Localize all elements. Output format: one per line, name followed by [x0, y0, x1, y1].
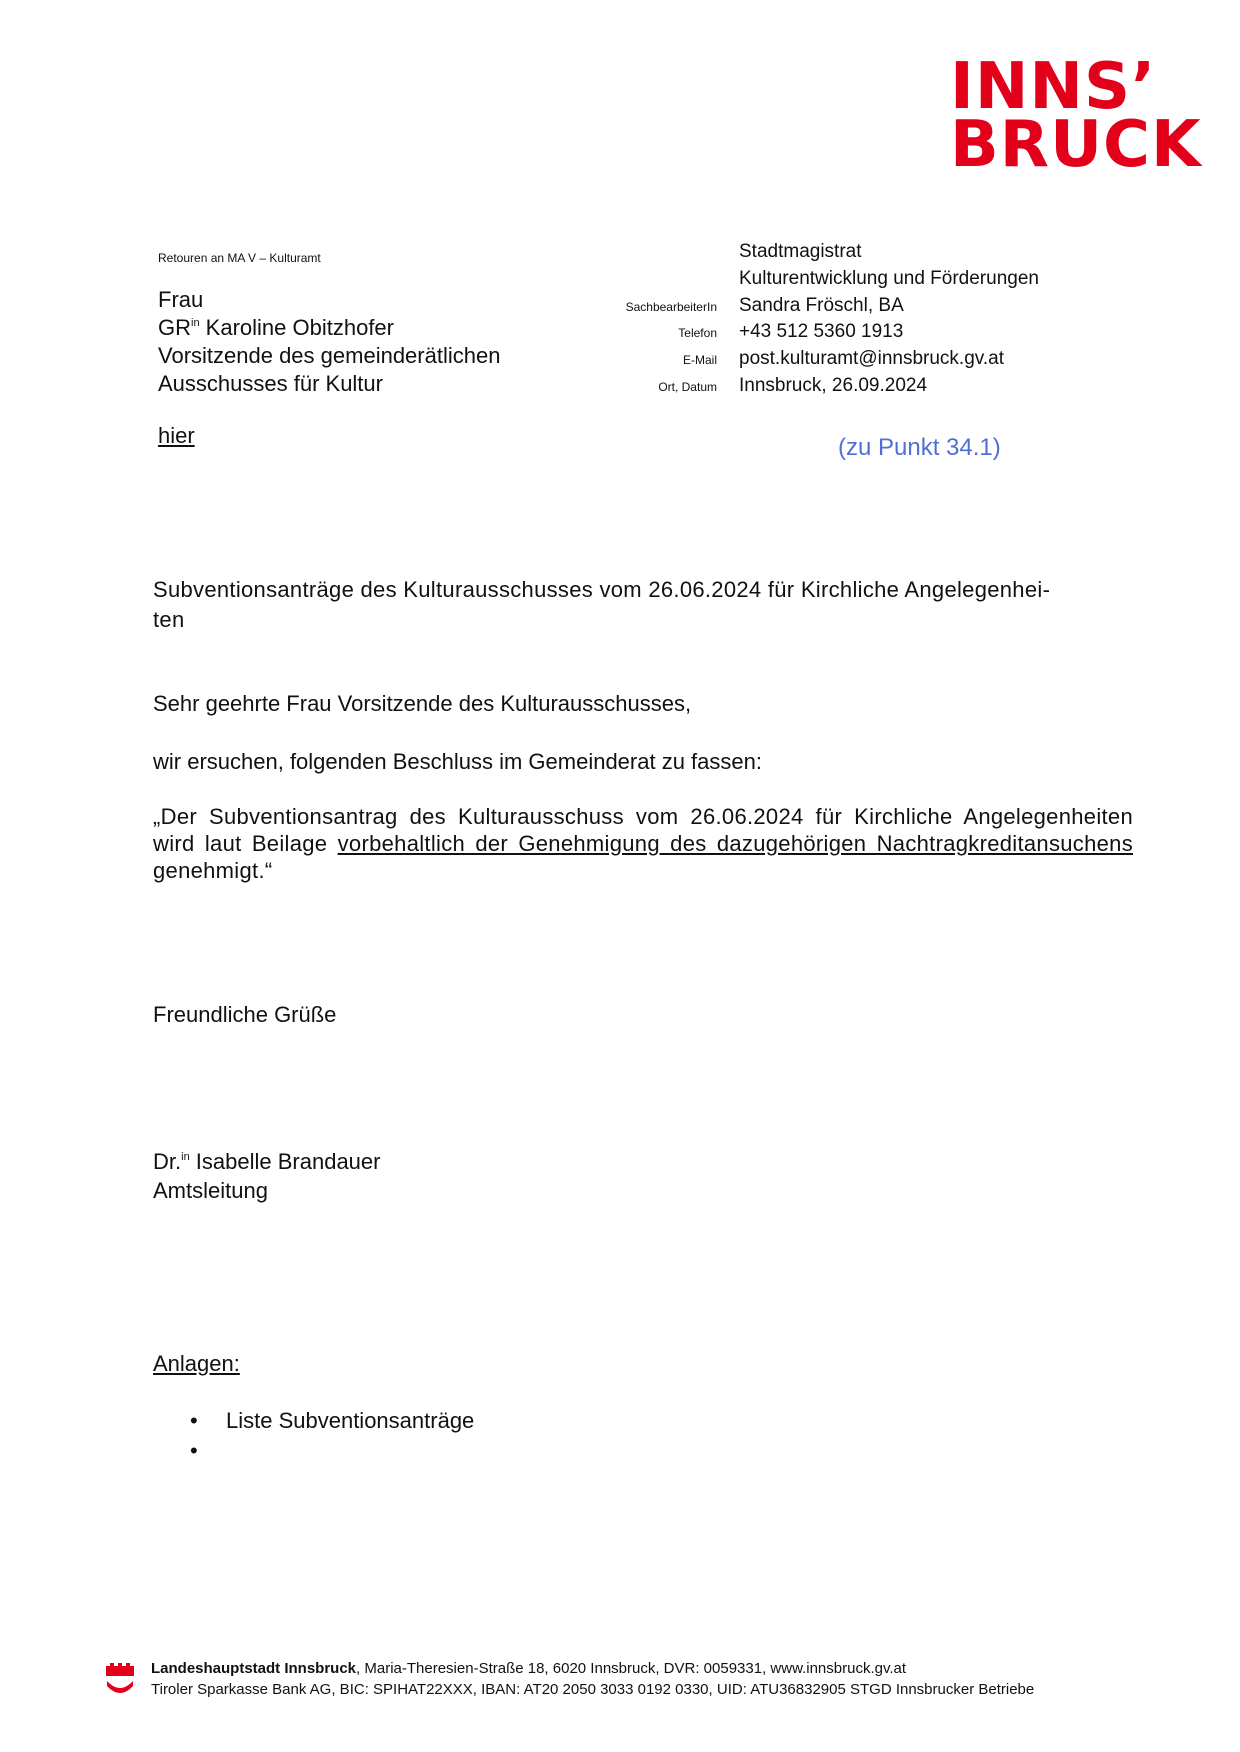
sender-row-clerk	[560, 295, 1180, 322]
footer-line-2: Tiroler Sparkasse Bank AG, BIC: SPIHAT22XXX, IBAN: AT20 2050 3033 0192 0330, UID: ATU36832905 STGD Innsbrucker Betriebe	[151, 1681, 1035, 1698]
subject-line-1: Subventionsanträge des Kulturausschusses vom 26.06.2024 für Kirchliche Angelegenhei-	[153, 577, 1051, 602]
closing-greeting: Freundliche Grüße	[153, 1002, 337, 1027]
signature-block	[153, 1147, 380, 1205]
footer	[151, 1658, 1034, 1700]
city-emblem-icon	[105, 1662, 135, 1698]
sender-row-phone	[560, 321, 1180, 348]
sender-org: Stadtmagistrat	[739, 241, 862, 262]
sender-department: Kulturentwicklung und Förderungen	[739, 267, 1039, 289]
sender-value: +43 512 5360 1913	[739, 321, 904, 343]
bullet-icon: •	[190, 1408, 198, 1433]
sender-label: Ort, Datum	[658, 379, 717, 394]
sender-org-row	[560, 241, 1180, 268]
signer-role: Amtsleitung	[153, 1178, 268, 1203]
attachment-item: Liste Subventionsanträge	[226, 1408, 475, 1433]
sender-label: E-Mail	[682, 353, 717, 368]
subject-line-2: ten	[153, 607, 185, 632]
sender-value: Sandra Fröschl, BA	[739, 294, 904, 316]
sender-block	[560, 241, 1180, 402]
sender-label: Telefon	[678, 326, 717, 341]
logo-line-1: INNS’	[950, 50, 1157, 124]
resolution-text: „Der Subventionsantrag des Kulturausschuss vom 26.06.2024 für Kirchliche Angelegenheiten wird laut Beilage vorbehaltlich der Genehmigung des dazugehörigen Nachtragkreditansuchens genehmigt.“	[153, 804, 1133, 883]
recipient-name: $GR^{in}$ Karoline Obitzhofer	[158, 315, 394, 340]
return-address: Retouren an MA V – Kulturamt	[158, 251, 321, 265]
signer-name: Dr.$^{in}$ Isabelle Brandauer	[153, 1149, 381, 1174]
letter-salutation: Sehr geehrte Frau Vorsitzende des Kulturausschusses,	[153, 691, 692, 716]
recipient-salutation: Frau	[158, 287, 204, 312]
sender-value: post.kulturamt@innsbruck.gv.at	[739, 348, 1004, 370]
recipient-role-1: Vorsitzende des gemeinderätlichen	[158, 343, 501, 368]
recipient-role-2: Ausschusses für Kultur	[158, 371, 383, 396]
letter-subject	[153, 575, 1133, 635]
sender-value: Innsbruck, 26.09.2024	[739, 374, 928, 396]
recipient-address	[158, 286, 500, 398]
request-text: wir ersuchen, folgenden Beschluss im Gemeinderat zu fassen:	[153, 749, 762, 774]
footer-line-1: Landeshauptstadt Innsbruck, Maria-Theresien-Straße 18, 6020 Innsbruck, DVR: 0059331, www.innsbruck.gv.at	[151, 1660, 907, 1677]
sender-department-row	[560, 268, 1180, 295]
sender-label: SachbearbeiterIn	[625, 299, 717, 314]
agenda-annotation: (zu Punkt 34.1)	[838, 434, 1001, 461]
bullet-icon: •	[190, 1438, 198, 1463]
sender-row-date	[560, 375, 1180, 402]
sender-row-email	[560, 348, 1180, 375]
innsbruck-logo	[950, 50, 1202, 182]
resolution-condition: vorbehaltlich der Genehmigung des dazugehörigen Nachtragkreditansuchens	[337, 831, 1133, 856]
logo-line-2: BRUCK	[950, 108, 1202, 182]
delivery-note-hier: hier	[158, 423, 195, 448]
attachments-title: Anlagen:	[153, 1351, 240, 1376]
